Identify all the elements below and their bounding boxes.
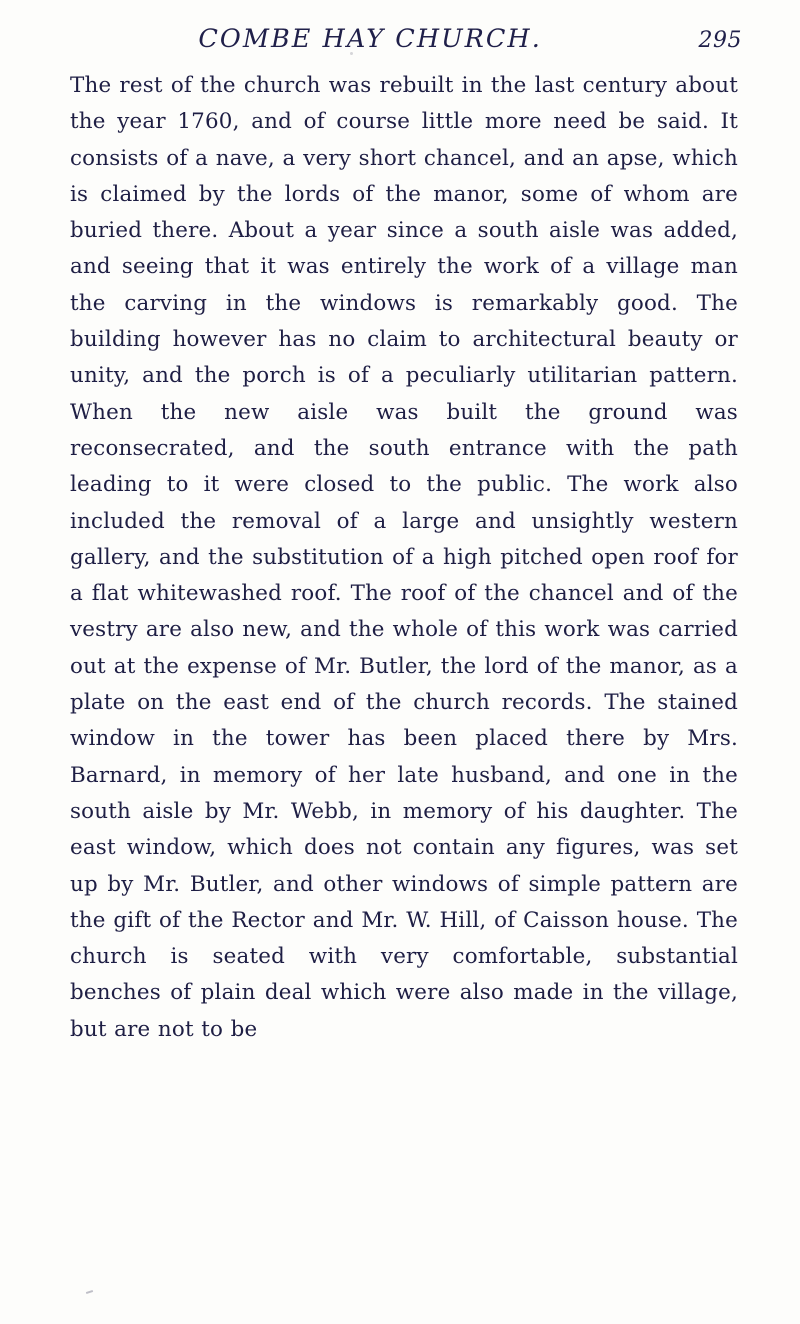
running-title: COMBE HAY CHURCH. <box>198 24 542 53</box>
page-header <box>0 0 800 52</box>
body-text <box>0 68 800 1048</box>
scan-speck <box>86 1290 93 1294</box>
scan-speck <box>350 52 353 55</box>
body-paragraph: The rest of the church was rebuilt in the last century about the year 1760, and of course little more need be said. It consists of a nave, a very short chancel, and an apse, which is claimed by the lords of the manor, some of whom are buried there. About a year since a south aisle was added, and seeing that it was entirely the work of a village man the carving in the windows is remarkably good. The building however has no claim to architectural beauty or unity, and the porch is of a peculiarly utilitarian pattern. When the new aisle was built the ground was reconsecrated, and the south entrance with the path leading to it were closed to the public. The work also included the removal of a large and unsightly western gallery, and the substitution of a high pitched open roof for a flat whitewashed roof. The roof of the chancel and of the vestry are also new, and the whole of this work was carried out at the expense of Mr. Butler, the lord of the manor, as a plate on the east end of the church records. The stained window in the tower has been placed there by Mrs. Barnard, in memory of her late husband, and one in the south aisle by Mr. Webb, in memory of his daughter. The east window, which does not contain any figures, was set up by Mr. Butler, and other windows of simple pattern are the gift of the Rector and Mr. W. Hill, of Caisson house. The church is seated with very comfortable, substantial benches of plain deal which were also made in the village, but are not to be <box>70 73 738 1042</box>
page-number: 295 <box>698 28 742 53</box>
